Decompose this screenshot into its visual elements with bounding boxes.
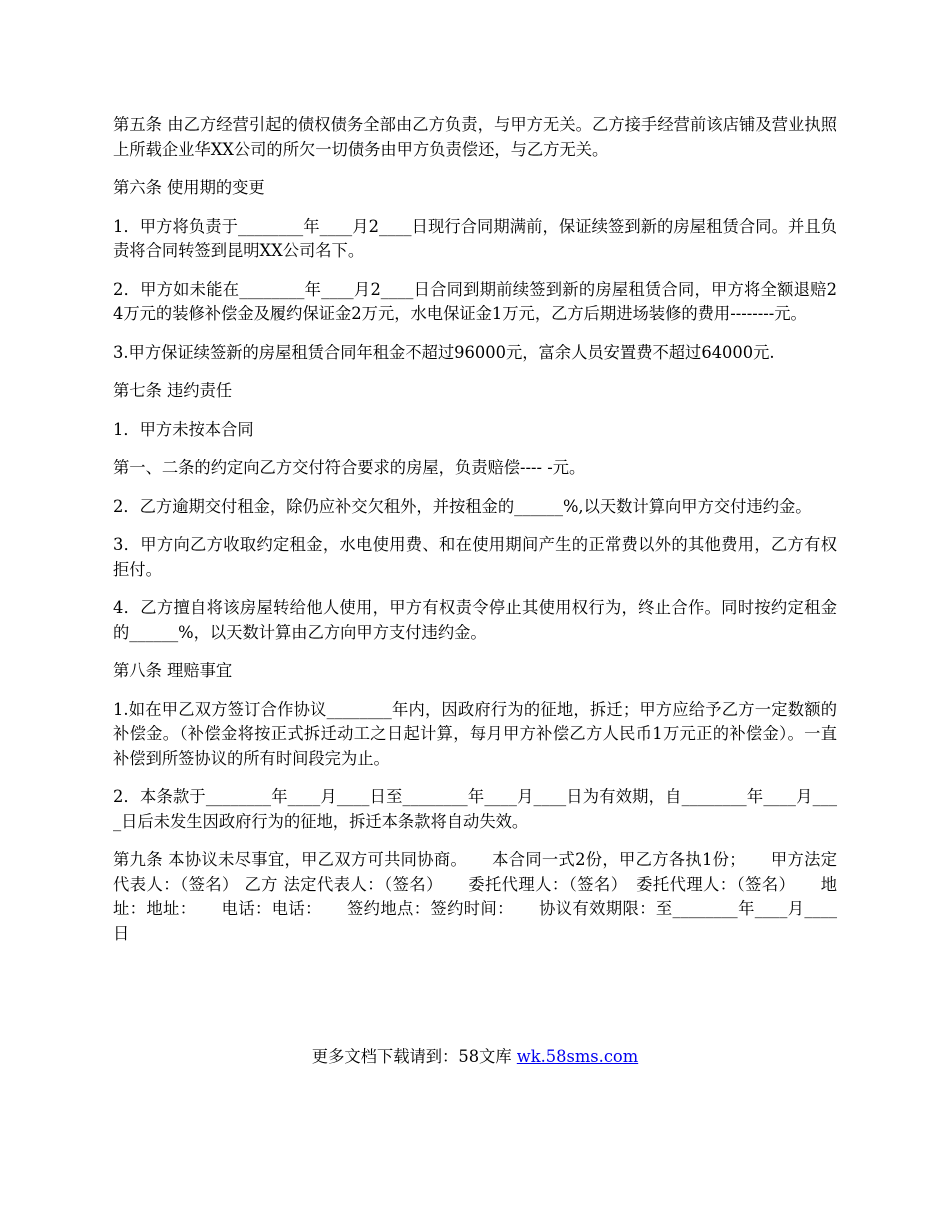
article-7-clause-1: 1．甲方未按本合同 bbox=[113, 419, 254, 439]
download-footer bbox=[0, 1045, 950, 1069]
article-7-heading: 第七条 违约责任 bbox=[113, 381, 233, 400]
footer-prefix: 更多文档下载请到：58文库 bbox=[311, 1047, 517, 1066]
article-6-clause-2: 2．甲方如未能在________年____月2____日合同到期前续签到新的房屋租赁合同，甲方将全额退赔24万元的装修补偿金及履约保证金2万元，水电保证金1万元，乙方后期进场装修的费用--------元。 bbox=[113, 279, 837, 323]
article-8-clause-1: 1.如在甲乙双方签订合作协议________年内，因政府行为的征地，拆迁；甲方应给予乙方一定数额的补偿金。（补偿金将按正式拆迁动工之日起计算，每月甲方补偿乙方人民币1万元正的补偿金）。一直补偿到所签协议的所有时间段完为止。 bbox=[113, 699, 837, 768]
article-7-clause-1-continued: 第一、二条的约定向乙方交付符合要求的房屋，负责赔偿---- -元。 bbox=[113, 458, 586, 477]
document-body bbox=[113, 113, 837, 960]
article-9-paragraph: 第九条 本协议未尽事宜，甲乙双方可共同协商。 本合同一式2份，甲乙方各执1份； 甲方法定代表人：（签名） 乙方 法定代表人：（签名） 委托代理人：（签名） 委托代理人：（签名） 地址：地址： 电话：电话： 签约地点：签约时间： 协议有效期限：至________年____月____日 bbox=[113, 850, 837, 943]
article-6-clause-3: 3.甲方保证续签新的房屋租赁合同年租金不超过96000元，富余人员安置费不超过64000元. bbox=[113, 342, 775, 362]
article-7-clause-3: 3．甲方向乙方收取约定租金，水电使用费、和在使用期间产生的正常费以外的其他费用，乙方有权拒付。 bbox=[113, 535, 837, 579]
footer-link[interactable]: wk.58sms.com bbox=[516, 1047, 639, 1066]
article-6-heading: 第六条 使用期的变更 bbox=[113, 178, 265, 197]
article-7-clause-2: 2．乙方逾期交付租金，除仍应补交欠租外，并按租金的______%,以天数计算向甲方交付违约金。 bbox=[113, 496, 812, 516]
article-6-clause-1: 1．甲方将负责于________年____月2____日现行合同期满前，保证续签到新的房屋租赁合同。并且负责将合同转签到昆明XX公司名下。 bbox=[113, 216, 837, 260]
article-8-heading: 第八条 理赔事宜 bbox=[113, 661, 233, 680]
article-7-clause-4: 4．乙方擅自将该房屋转给他人使用，甲方有权责令停止其使用权行为，终止合作。同时按约定租金的______%，以天数计算由乙方向甲方支付违约金。 bbox=[113, 598, 837, 642]
article-8-clause-2: 2．本条款于________年____月____日至________年____月____日为有效期，自________年____月____日后未发生因政府行为的征地，拆迁本条款将自动失效。 bbox=[113, 787, 837, 831]
article-5-paragraph: 第五条 由乙方经营引起的债权债务全部由乙方负责，与甲方无关。乙方接手经营前该店铺及营业执照上所载企业华XX公司的所欠一切债务由甲方负责偿还，与乙方无关。 bbox=[113, 115, 837, 159]
